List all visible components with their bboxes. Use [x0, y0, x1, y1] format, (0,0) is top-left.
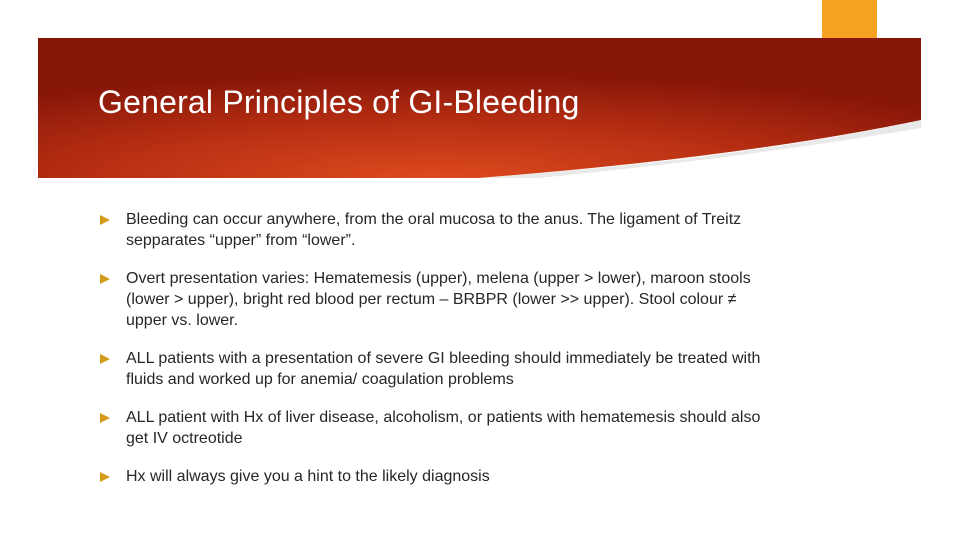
triangle-bullet-icon [100, 472, 110, 482]
slide-title: General Principles of GI-Bleeding [98, 84, 580, 120]
list-item [100, 268, 780, 331]
list-item [100, 466, 780, 487]
bullet-text: Bleeding can occur anywhere, from the oral mucosa to the anus. The ligament of Treitz sepparates “upper” from “lower”. [126, 211, 742, 249]
bullet-list [100, 209, 780, 504]
list-item [100, 209, 780, 251]
bullet-text: ALL patient with Hx of liver disease, alcoholism, or patients with hematemesis should also get IV octreotide [126, 409, 761, 447]
list-item [100, 407, 780, 449]
bullet-text: Hx will always give you a hint to the likely diagnosis [126, 468, 490, 485]
bullet-text: ALL patients with a presentation of severe GI bleeding should immediately be treated with fluids and worked up for anemia/ coagulation problems [126, 350, 761, 388]
triangle-bullet-icon [100, 274, 110, 284]
triangle-bullet-icon [100, 354, 110, 364]
triangle-bullet-icon [100, 215, 110, 225]
list-item [100, 348, 780, 390]
bullet-text: Overt presentation varies: Hematemesis (upper), melena (upper > lower), maroon stools (lower > upper), bright red blood per rectum – BRBPR (lower >> upper). Stool colour ≠ upper vs. lower. [126, 270, 751, 329]
triangle-bullet-icon [100, 413, 110, 423]
